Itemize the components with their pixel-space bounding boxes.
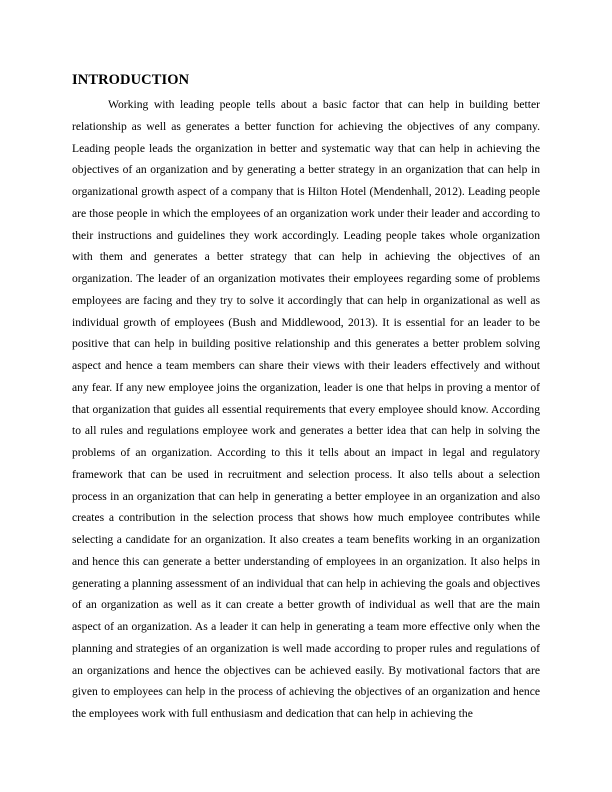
section-heading: INTRODUCTION — [72, 72, 190, 88]
body-paragraph: Working with leading people tells about a basic factor that can help in building better relationship as well as generates a better function for achieving the objectives of any company. Leading people leads the organization in better and systematic way that can help in achieving the objectives of an organization and by generating a better strategy in an organization that can help in organizational growth aspect of a company that is Hilton Hotel (Mendenhall, 2012). Leading people are those people in which the employees of an organization work under their leader and according to their instructions and guidelines they work accordingly. Leading people takes whole organization with them and generates a better strategy that can help in achieving the objectives of an organization. The leader of an organization motivates their employees regarding some of problems employees are facing and they try to solve it accordingly that can help in organizational as well as individual growth of employees (Bush and Middlewood, 2013). It is essential for an leader to be positive that can help in building positive relationship and this generates a better problem solving aspect and hence a team members can share their views with their leaders effectively and without any fear. If any new employee joins the organization, leader is one that helps in proving a mentor of that organization that guides all essential requirements that every employee should know. According to all rules and regulations employee work and generates a better idea that can help in solving the problems of an organization. According to this it tells about an impact in legal and regulatory framework that can be used in recruitment and selection process. It also tells about a selection process in an organization that can help in generating a better employee in an organization and also creates a contribution in the selection process that shows how much employee contributes while selecting a candidate for an organization. It also creates a team benefits working in an organization and hence this can generate a better understanding of employees in an organization. It also helps in generating a planning assessment of an individual that can help in achieving the goals and objectives of an organization as well as it can create a better growth of individual as well that are the main aspect of an organization. As a leader it can help in generating a team more effective only when the planning and strategies of an organization is well made according to proper rules and regulations of an organizations and hence the objectives can be achieved easily. By motivational factors that are given to employees can help in the process of achieving the objectives of an organization and hence the employees work with full enthusiasm and dedication that can help in achieving the — [72, 98, 540, 720]
